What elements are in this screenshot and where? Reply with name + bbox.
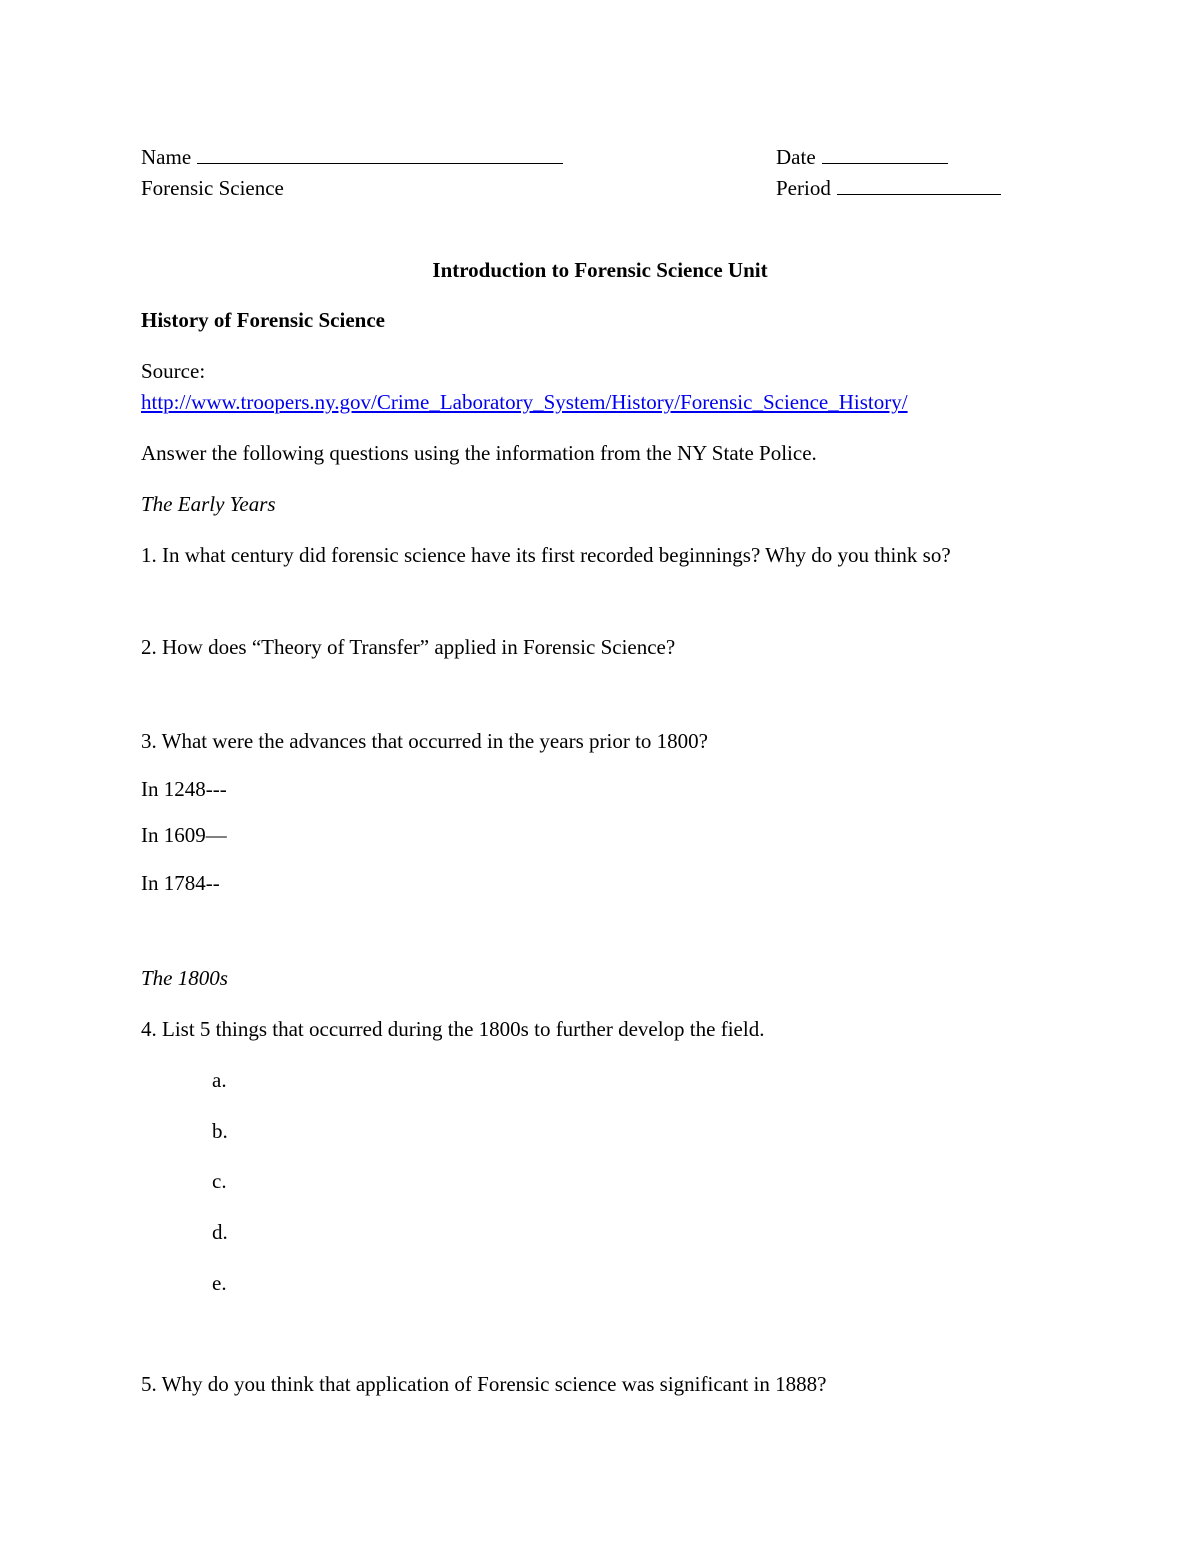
list-item-e: e. xyxy=(212,1271,227,1295)
list-item-a: a. xyxy=(212,1068,227,1092)
early-years-heading: The Early Years xyxy=(141,492,276,516)
question-2: 2. How does “Theory of Transfer” applied in Forensic Science? xyxy=(141,635,676,659)
instructions: Answer the following questions using the information from the NY State Police. xyxy=(141,441,817,465)
section-heading: History of Forensic Science xyxy=(141,308,385,332)
name-blank-line[interactable] xyxy=(197,146,563,164)
source-link[interactable]: http://www.troopers.ny.gov/Crime_Laboratory_System/History/Forensic_Science_History/ xyxy=(141,390,908,414)
question-1: 1. In what century did forensic science have its first recorded beginnings? Why do you think so? xyxy=(141,543,951,567)
name-field xyxy=(141,145,563,169)
year-1784: In 1784-- xyxy=(141,871,220,895)
name-label: Name xyxy=(141,145,192,169)
course-name: Forensic Science xyxy=(141,176,284,200)
year-1609: In 1609— xyxy=(141,823,227,847)
source-label: Source: xyxy=(141,359,206,383)
list-item-c: c. xyxy=(212,1169,227,1193)
date-label: Date xyxy=(776,145,816,169)
year-1248: In 1248--- xyxy=(141,777,227,801)
question-4: 4. List 5 things that occurred during the 1800s to further develop the field. xyxy=(141,1017,765,1041)
question-3: 3. What were the advances that occurred in the years prior to 1800? xyxy=(141,729,708,753)
list-item-b: b. xyxy=(212,1119,228,1143)
1800s-heading: The 1800s xyxy=(141,966,228,990)
list-item-d: d. xyxy=(212,1220,228,1244)
page-title: Introduction to Forensic Science Unit xyxy=(432,258,768,282)
question-5: 5. Why do you think that application of Forensic science was significant in 1888? xyxy=(141,1372,827,1396)
date-field xyxy=(776,145,948,169)
period-field xyxy=(776,176,1001,200)
date-blank-line[interactable] xyxy=(822,146,948,164)
period-blank-line[interactable] xyxy=(837,177,1001,195)
period-label: Period xyxy=(776,176,831,200)
